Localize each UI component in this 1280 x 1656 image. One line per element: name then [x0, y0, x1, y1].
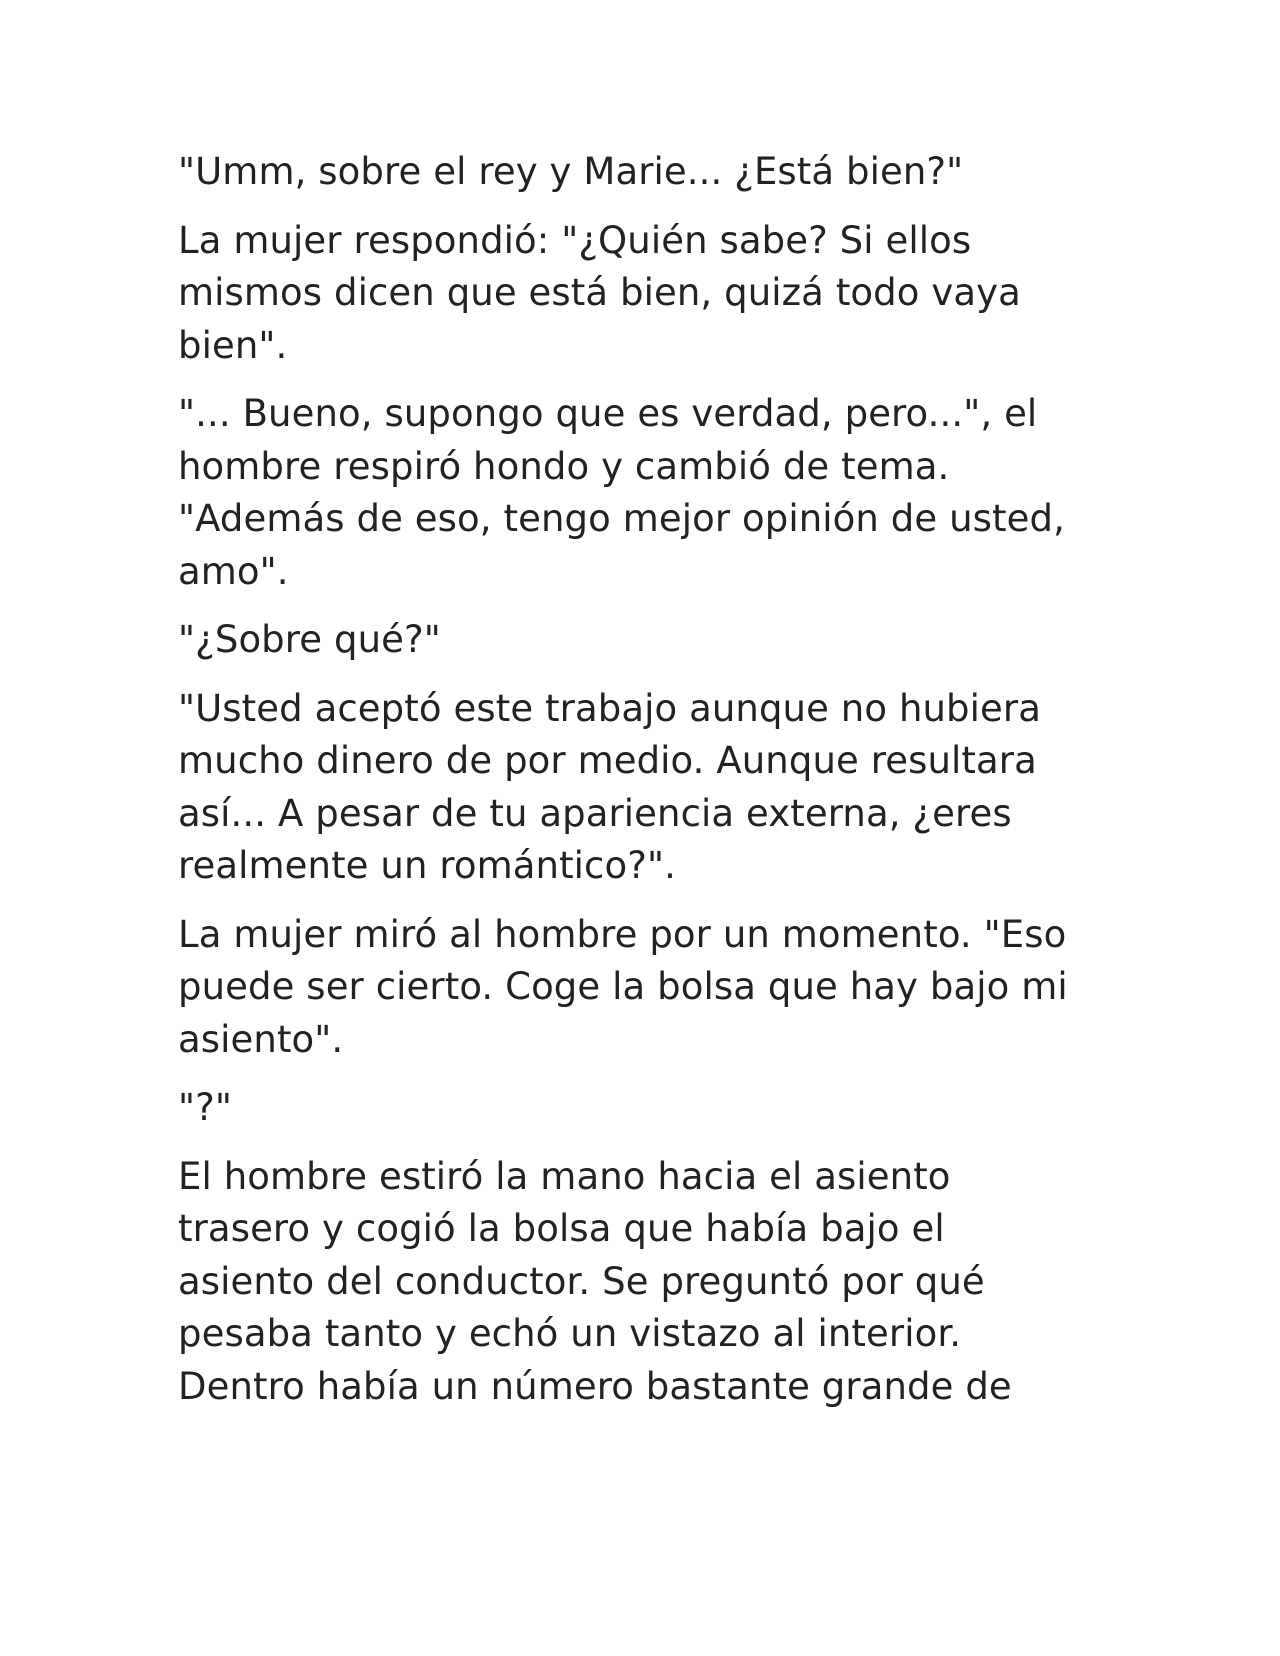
paragraph: "?": [178, 1086, 232, 1129]
paragraph: "¿Sobre qué?": [178, 618, 441, 661]
paragraph: "Umm, sobre el rey y Marie... ¿Está bien?": [178, 150, 964, 193]
paragraph: El hombre estiró la mano hacia el asiento trasero y cogió la bolsa que había bajo el asiento del conductor. Se preguntó por qué pesaba tanto y echó un vistazo al interior. Dentro había un número bastante grande de: [178, 1154, 1012, 1408]
paragraph: La mujer miró al hombre por un momento. "Eso puede ser cierto. Coge la bolsa que hay bajo mi asiento".: [178, 912, 1068, 1061]
paragraph: "... Bueno, supongo que es verdad, pero...", el hombre respiró hondo y cambió de tema. "Además de eso, tengo mejor opinión de usted, amo".: [178, 392, 1065, 593]
paragraph: La mujer respondió: "¿Quién sabe? Si ellos mismos dicen que está bien, quizá todo vaya bien".: [178, 218, 1021, 367]
document-page: [178, 146, 1098, 1429]
paragraph: "Usted aceptó este trabajo aunque no hubiera mucho dinero de por medio. Aunque resultara así... A pesar de tu apariencia externa, ¿eres realmente un romántico?".: [178, 686, 1041, 887]
